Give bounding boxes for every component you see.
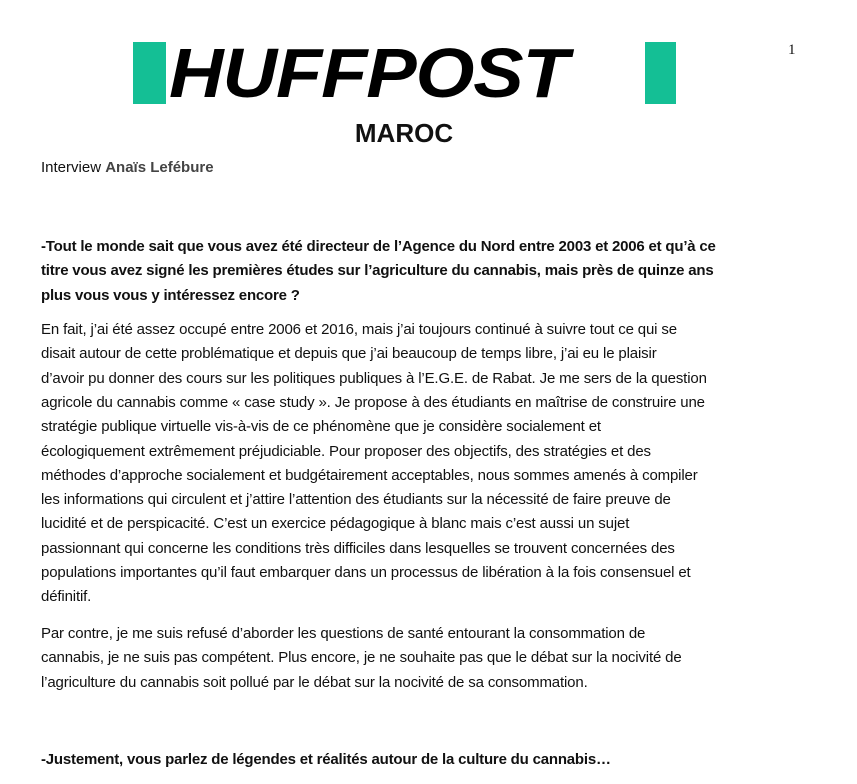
answer-line: En fait, j’ai été assez occupé entre 2006 et 2016, mais j’ai toujours continué à suivre tout ce qui se [41,321,677,338]
byline [41,159,214,176]
answer-line: l’agriculture du cannabis soit pollué par le débat sur la nocivité de sa consommation. [41,673,588,691]
byline-author: Anaïs Lefébure [105,159,214,176]
question-line: titre vous avez signé les premières études sur l’agriculture du cannabis, mais près de quinze ans [41,262,714,280]
answer-line: disait autour de cette problématique et depuis que j’ai beaucoup de temps libre, j’ai eu le plaisir [41,345,657,363]
logo-text: HUFFPOST [169,34,568,112]
answer-line: méthodes d’approche socialement et budgétairement acceptables, nous sommes amenés à compiler [41,466,698,484]
byline-prefix: Interview [41,159,102,176]
answer-line: agricole du cannabis comme « case study ». Je propose à des étudiants en maîtrise de construire une [41,393,705,411]
answer-line: passionnant qui concerne les conditions très difficiles dans lesquelles se trouvent concernées des [41,539,675,557]
answer-line: cannabis, je ne suis pas compétent. Plus encore, je ne souhaite pas que le débat sur la nocivité de [41,649,682,667]
answer-line: définitif. [41,588,92,606]
huffpost-logo [133,34,676,112]
question-line: plus vous vous y intéressez encore ? [41,286,300,304]
answer-line: d’avoir pu donner des cours sur les politiques publiques à l’E.G.E. de Rabat. Je me sers de la question [41,369,707,387]
question-line: -Justement, vous parlez de légendes et réalités autour de la culture du cannabis… [41,751,611,768]
answer-line: stratégie publique virtuelle vis-à-vis de ce phénomène que je considère socialement et [41,418,601,436]
logo-right-bar [645,42,676,104]
answer-line: populations importantes qu’il faut embarquer dans un processus de libération à la fois consensuel et [41,564,691,581]
answer-line: écologiquement extrêmement préjudiciable. Pour proposer des objectifs, des stratégies et des [41,442,651,460]
answer-line: les informations qui circulent et j’attire l’attention des étudiants sur la nécessité de faire preuve de [41,491,671,509]
answer-line: Par contre, je me suis refusé d’aborder les questions de santé entourant la consommation de [41,625,646,642]
answer-line: lucidité et de perspicacité. C’est un exercice pédagogique à blanc mais c’est aussi un sujet [41,515,630,533]
question-line: -Tout le monde sait que vous avez été directeur de l’Agence du Nord entre 2003 et 2006 et qu’à ce [41,238,716,255]
logo-left-bar [133,42,166,104]
edition-label: MAROC [354,118,454,148]
page-number: 1 [788,42,796,58]
